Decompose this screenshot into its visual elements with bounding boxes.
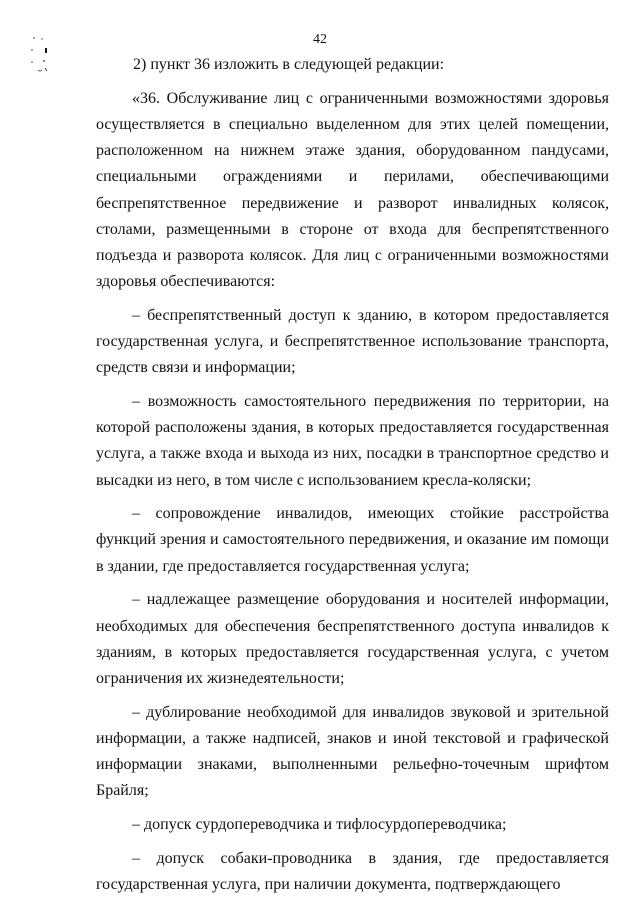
list-item-sign-interpreter: – допуск сурдопереводчика и тифлосурдопереводчика; [132, 815, 507, 833]
amendment-intro: 2) пункт 36 изложить в следующей редакции: [133, 56, 445, 73]
list-item-access-to-building: – беспрепятственный доступ к зданию, в котором предоставляется государственная услуга, и беспрепятственное использование транспорта, средств связи и информации; [96, 306, 609, 377]
margin-scan-marks [28, 36, 58, 76]
list-item-movement-on-territory: – возможность самостоятельного передвижения по территории, на которой расположены здания, в которых предоставляется государственная услуга, а также входа и выхода из них, посадки в транспортное средство и высадки из него, в том числе с использованием кресла-коляски; [96, 392, 609, 489]
list-item-information-duplication: – дублирование необходимой для инвалидов звуковой и зрительной информации, а также надписей, знаков и иной текстовой и графической информации знаками, выполненными рельефно-точечным шрифтом Брайля; [96, 703, 609, 800]
list-item-guide-dog: – допуск собаки-проводника в здания, где предоставляется государственная услуга, при наличии документа, подтверждающего [96, 849, 609, 893]
list-item-equipment-placement: – надлежащее размещение оборудования и носителей информации, необходимых для обеспечения беспрепятственного доступа инвалидов к зданиям, в которых предоставляется государственная услуга, с учетом ограничения их жизнедеятельности; [96, 591, 609, 687]
document-body [96, 52, 609, 898]
clause-36-paragraph: «36. Обслуживание лиц с ограниченными возможностями здоровья осуществляется в специально выделенном для этих целей помещении, расположенном на нижнем этаже здания, оборудованном пандусами, специальными ограждениями и перилами, обеспечивающими беспрепятственное передвижение и разворот инвалидных колясок, столами, размещенными в стороне от входа для беспрепятственного подъезда и разворота колясок. Для лиц с ограниченными возможностями здоровья обеспечиваются: [96, 89, 609, 291]
page-number: 42 [313, 32, 327, 47]
list-item-accompaniment: – сопровождение инвалидов, имеющих стойкие расстройства функций зрения и самостоятельного передвижения, и оказание им помощи в здании, где предоставляется государственная услуга; [96, 505, 609, 575]
